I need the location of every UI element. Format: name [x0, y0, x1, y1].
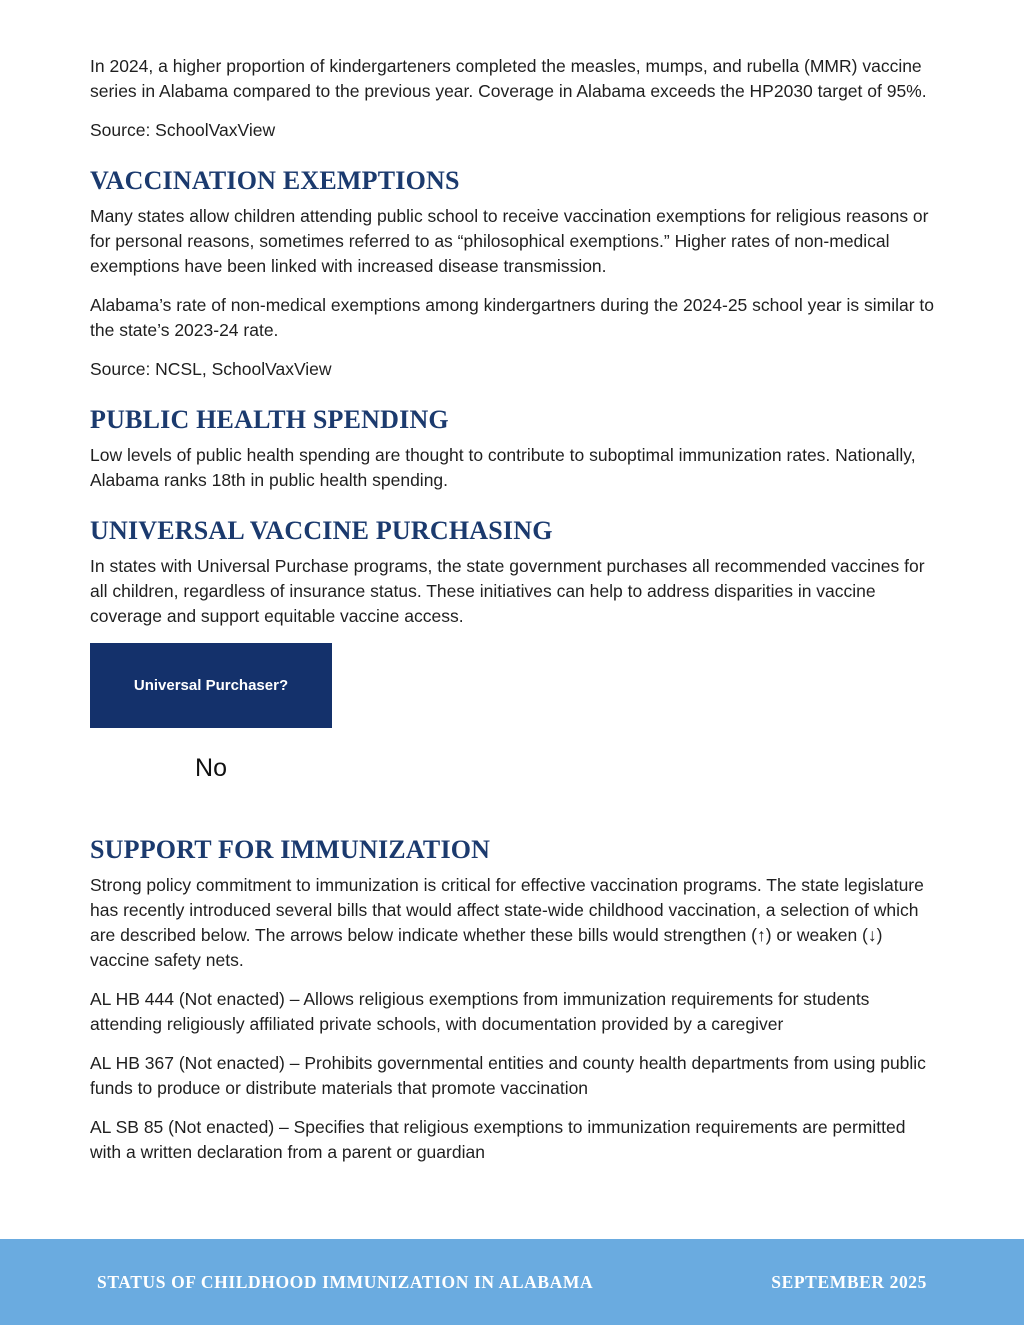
section-support-for-immunization [90, 836, 935, 1165]
section-vaccination-exemptions [90, 167, 935, 382]
universal-vaccine-purchasing-heading: UNIVERSAL VACCINE PURCHASING [90, 516, 553, 545]
section-universal-vaccine-purchasing [90, 517, 935, 782]
bill-item-sb85: AL SB 85 (Not enacted) – Specifies that religious exemptions to immunization requirements are permitted with a written declaration from a parent or guardian [90, 1117, 906, 1162]
vaccination-exemptions-paragraph-1: Many states allow children attending public school to receive vaccination exemptions for religious reasons or for personal reasons, sometimes referred to as “philosophical exemptions.” Higher rates of non-medical exemptions have been linked with increased disease transmission. [90, 206, 929, 276]
public-health-spending-paragraph: Low levels of public health spending are thought to contribute to suboptimal immunization rates. Nationally, Alabama ranks 18th in public health spending. [90, 445, 916, 490]
universal-purchaser-value: No [195, 754, 227, 782]
page-footer [0, 1239, 1024, 1325]
vaccination-exemptions-paragraph-2: Alabama’s rate of non-medical exemptions among kindergartners during the 2024-25 school year is similar to the state’s 2023-24 rate. [90, 295, 935, 340]
public-health-spending-heading: PUBLIC HEALTH SPENDING [90, 405, 449, 434]
vaccination-exemptions-source-note: Source: NCSL, SchoolVaxView [90, 359, 332, 379]
bill-item-hb444: AL HB 444 (Not enacted) – Allows religious exemptions from immunization requirements for students attending religiously affiliated private schools, with documentation provided by a caregiver [90, 989, 870, 1034]
intro-paragraph: In 2024, a higher proportion of kindergarteners completed the measles, mumps, and rubella (MMR) vaccine series in Alabama compared to the previous year. Coverage in Alabama exceeds the HP2030 target of 95%. [90, 56, 927, 101]
report-content [90, 54, 935, 1179]
universal-vaccine-purchasing-paragraph: In states with Universal Purchase programs, the state government purchases all recommended vaccines for all children, regardless of insurance status. These initiatives can help to address disparities in vaccine coverage and support equitable vaccine access. [90, 556, 925, 626]
support-for-immunization-paragraph: Strong policy commitment to immunization is critical for effective vaccination programs. The state legislature has recently introduced several bills that would affect state-wide childhood vaccination, a selection of which are described below. The arrows below indicate whether these bills would strengthen (↑) or weaken (↓) vaccine safety nets. [90, 875, 924, 970]
footer-date: SEPTEMBER 2025 [771, 1271, 927, 1292]
support-for-immunization-heading: SUPPORT FOR IMMUNIZATION [90, 835, 491, 864]
vaccination-exemptions-heading: VACCINATION EXEMPTIONS [90, 166, 460, 195]
universal-purchaser-card-label: Universal Purchaser? [133, 677, 289, 694]
bill-item-hb367: AL HB 367 (Not enacted) – Prohibits governmental entities and county health departments from using public funds to produce or distribute materials that promote vaccination [90, 1053, 926, 1098]
section-public-health-spending [90, 406, 935, 493]
intro-source-note: Source: SchoolVaxView [90, 120, 276, 140]
footer-report-title: STATUS OF CHILDHOOD IMMUNIZATION IN ALABAMA [97, 1271, 594, 1292]
universal-purchaser-card [90, 643, 332, 728]
